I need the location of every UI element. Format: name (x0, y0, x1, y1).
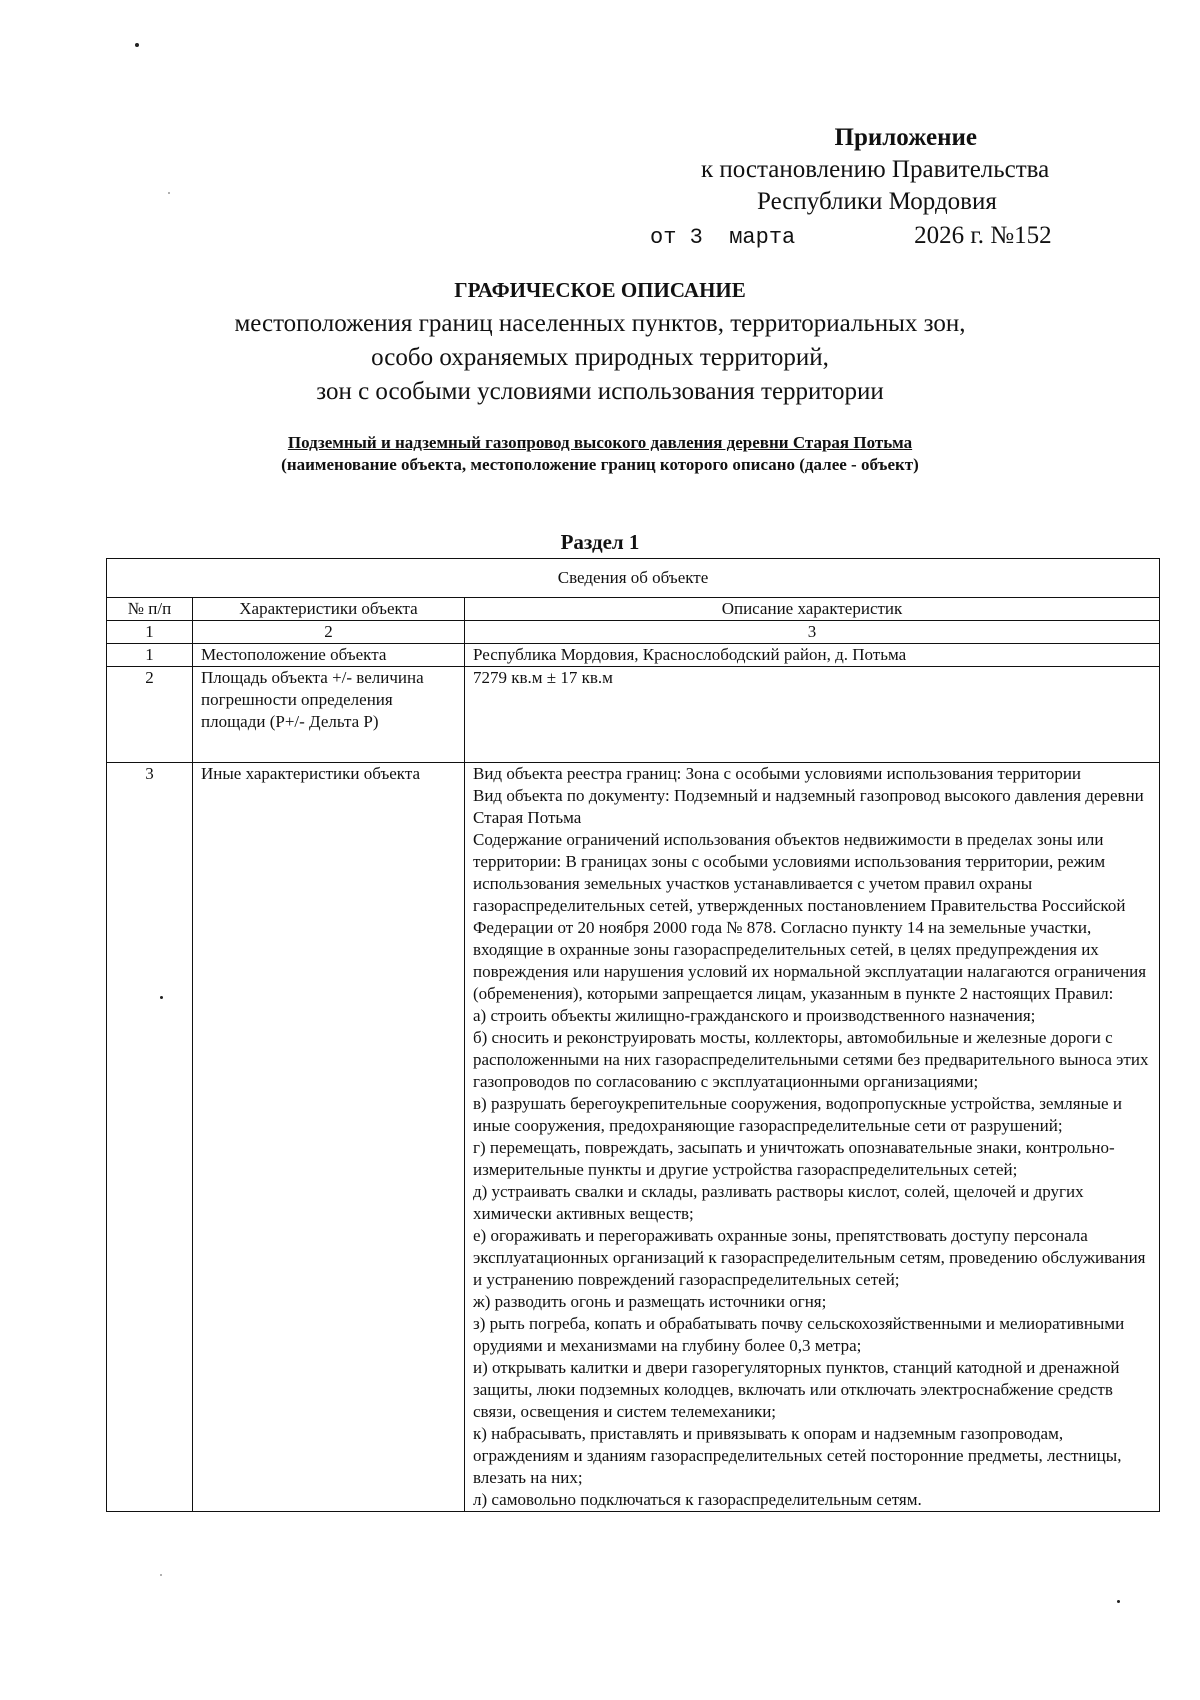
row-characteristic: Местоположение объекта (193, 644, 465, 667)
restriction-item: з) рыть погреба, копать и обрабатывать почву сельскохозяйственными и мелиоративными орудиями и механизмами на глубину более 0,3 метра; (473, 1314, 1125, 1355)
restriction-item: д) устраивать свалки и склады, разливать растворы кислот, солей, щелочей и других химически активных веществ; (473, 1182, 1084, 1223)
object-caption: (наименование объекта, местоположение границ которого описано (далее - объект) (281, 455, 919, 474)
row-characteristic: Площадь объекта +/- величина погрешности определения площади (Р+/- Дельта Р) (193, 667, 465, 763)
appendix-line-1: к постановлению Правительства (701, 156, 1050, 183)
restriction-item: г) перемещать, повреждать, засыпать и уничтожать опознавательные знаки, контрольно-измерительные пункты и другие устройства газораспределительных сетей; (473, 1138, 1115, 1179)
appendix-line-2: Республики Мордовия (757, 188, 997, 215)
restriction-item: к) набрасывать, приставлять и привязывать к опорам и надземным газопроводам, ограждениям и зданиям газораспределительных сетей посторонние предметы, лестницы, влезать на них; (473, 1424, 1122, 1487)
other-characteristics-description (465, 763, 1160, 1512)
table-row (107, 667, 1160, 763)
table-row (107, 644, 1160, 667)
row-number: 2 (107, 667, 193, 763)
scan-speck (1117, 1600, 1120, 1603)
row-description: 7279 кв.м ± 17 кв.м (465, 667, 1160, 763)
appendix-block (650, 122, 1120, 254)
appendix-date (650, 220, 1120, 254)
table-header-row (107, 598, 1160, 621)
table-caption: Сведения об объекте (107, 559, 1160, 598)
column-number-3: 3 (465, 621, 1160, 644)
header-number: № п/п (107, 598, 193, 621)
column-number-1: 1 (107, 621, 193, 644)
registry-object-type: Вид объекта реестра границ: Зона с особыми условиями использования территории (473, 764, 1082, 783)
restriction-item: и) открывать калитки и двери газорегуляторных пунктов, станций катодной и дренажной защиты, люки подземных колодцев, включать или отключать электроснабжение средств связи, освещения и систем телемеханики; (473, 1358, 1120, 1421)
restriction-item: л) самовольно подключаться к газораспределительным сетям. (473, 1490, 922, 1509)
row-number: 3 (107, 763, 193, 1512)
document-subtitle-line-3: зон с особыми условиями использования территории (316, 378, 884, 405)
section-title: Раздел 1 (560, 530, 640, 554)
row-number: 1 (107, 644, 193, 667)
table-row (107, 763, 1160, 1512)
scan-speck (160, 1574, 162, 1576)
header-characteristic: Характеристики объекта (193, 598, 465, 621)
document-subtitle-line-2: особо охраняемых природных территорий, (371, 344, 829, 371)
header-description: Описание характеристик (465, 598, 1160, 621)
restriction-item: б) сносить и реконструировать мосты, коллекторы, автомобильные и железные дороги с расположенными на них газораспределительными сетями без предварительного выноса этих газопроводов по согласованию с эксплуатационными организациями; (473, 1028, 1149, 1091)
restrictions-text: Содержание ограничений использования объектов недвижимости в пределах зоны или территории: В границах зоны с особыми условиями использования территории, режим использования земельных участков устанавливается с учетом правил охраны газораспределительных сетей, утвержденных постановлением Правительства Российской Федерации от 20 ноября 2000 года № 878. Согласно пункту 14 на земельные участки, входящие в охранные зоны газораспределительных сетей, в целях предупреждения их повреждения или нарушения условий их нормальной эксплуатации налагаются ограничения (обременения), которыми запрещается лицам, указанным в пункте 2 настоящих Правил: (473, 830, 1147, 1003)
restriction-item: в) разрушать берегоукрепительные сооружения, водопропускные устройства, земляные и иные сооружения, предохраняющие газораспределительные сети от разрушений; (473, 1094, 1122, 1135)
scan-speck (135, 43, 139, 47)
appendix-date-year-number: 2026 г. №152 (914, 222, 1052, 249)
object-info-table (106, 558, 1160, 1512)
restriction-item: а) строить объекты жилищно-гражданского и производственного назначения; (473, 1006, 1036, 1025)
row-characteristic: Иные характеристики объекта (193, 763, 465, 1512)
table-caption-row (107, 559, 1160, 598)
appendix-title: Приложение (834, 124, 977, 151)
scan-speck (168, 192, 170, 194)
document-title: ГРАФИЧЕСКОЕ ОПИСАНИЕ (454, 278, 746, 302)
restriction-item: е) огораживать и перегораживать охранные зоны, препятствовать доступу персонала эксплуатационных организаций к газораспределительным сетям, проведению обслуживания и устранению повреждений газораспределительных сетей; (473, 1226, 1146, 1289)
document-subtitle-line-1: местоположения границ населенных пунктов, территориальных зон, (234, 310, 966, 337)
restriction-item: ж) разводить огонь и размещать источники огня; (473, 1292, 827, 1311)
table-numbering-row (107, 621, 1160, 644)
column-number-2: 2 (193, 621, 465, 644)
object-name: Подземный и надземный газопровод высокого давления деревни Старая Потьма (287, 433, 913, 452)
document-object-type: Вид объекта по документу: Подземный и надземный газопровод высокого давления деревни Старая Потьма (473, 786, 1144, 827)
row-description: Республика Мордовия, Краснослободский район, д. Потьма (465, 644, 1160, 667)
appendix-date-day: от 3 марта (650, 225, 796, 250)
